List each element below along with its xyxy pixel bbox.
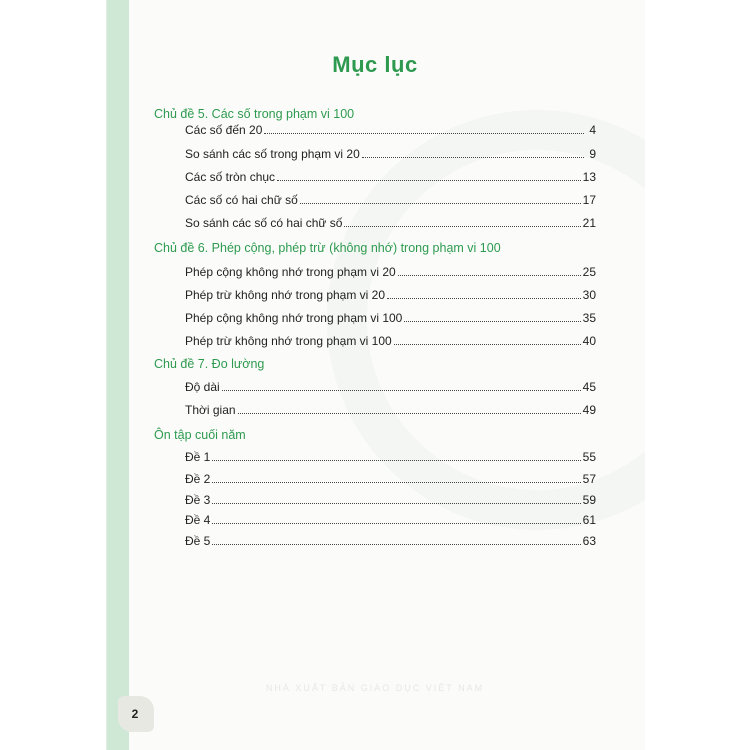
toc-page: 45 (582, 380, 596, 394)
dot-leader (238, 413, 581, 414)
toc-label: Đề 2 (185, 472, 211, 486)
toc-page: 13 (582, 170, 596, 184)
dot-leader (404, 321, 580, 322)
toc-page: 63 (582, 534, 596, 548)
dot-leader (387, 298, 581, 299)
toc-page: 4 (589, 123, 596, 137)
section-heading: Ôn tập cuối năm (154, 428, 246, 442)
section-heading: Chủ đề 7. Đo lường (154, 357, 265, 371)
toc-row (185, 263, 596, 279)
toc-row (185, 401, 596, 417)
toc-label: Các số tròn chục (185, 170, 276, 184)
toc-row (185, 168, 596, 184)
toc-row (185, 511, 596, 527)
toc-row (185, 309, 596, 325)
page-title: Mục lục (332, 52, 418, 77)
toc-label: Các số có hai chữ số (185, 193, 298, 207)
toc-row (185, 532, 596, 548)
toc-page: 49 (582, 403, 596, 417)
page-number: 2 (131, 707, 139, 721)
toc-page: 21 (582, 216, 596, 230)
toc-page: 57 (582, 472, 596, 486)
toc-row (185, 332, 596, 348)
section-heading: Chủ đề 6. Phép cộng, phép trừ (không nhớ) trong phạm vi 100 (154, 241, 501, 255)
toc-page: 30 (582, 288, 596, 302)
toc-row (185, 378, 596, 394)
toc-label: So sánh các số có hai chữ số (185, 216, 343, 230)
toc-label: Độ dài (185, 380, 220, 394)
toc-row (185, 145, 596, 161)
dot-leader (212, 544, 580, 545)
toc-row (185, 191, 596, 207)
toc-row (185, 470, 596, 486)
toc-label: Đề 1 (185, 450, 211, 464)
toc-row (185, 491, 596, 507)
toc-row (185, 286, 596, 302)
toc-page: 61 (582, 513, 596, 527)
toc-row (185, 448, 596, 464)
dot-leader (344, 226, 580, 227)
dot-leader (212, 482, 580, 483)
section-heading: Chủ đề 5. Các số trong phạm vi 100 (154, 107, 355, 121)
toc-row (185, 214, 596, 230)
dot-leader (212, 503, 580, 504)
dot-leader (398, 275, 581, 276)
dot-leader (300, 203, 581, 204)
publisher-watermark: NHÀ XUẤT BẢN GIÁO DỤC VIỆT NAM (265, 683, 485, 693)
toc-label: Đề 3 (185, 493, 211, 507)
toc-label: Phép cộng không nhớ trong phạm vi 100 (185, 311, 403, 325)
toc-page: 55 (582, 450, 596, 464)
toc-label: Đề 4 (185, 513, 211, 527)
toc-row (185, 121, 596, 137)
toc-page: 40 (582, 334, 596, 348)
left-stripe (107, 0, 129, 750)
toc-page: 25 (582, 265, 596, 279)
toc-label: So sánh các số trong phạm vi 20 (185, 147, 360, 161)
toc-page: 17 (582, 193, 596, 207)
dot-leader (362, 157, 584, 158)
toc-label: Phép trừ không nhớ trong phạm vi 20 (185, 288, 386, 302)
dot-leader (277, 180, 581, 181)
toc-label: Các số đến 20 (185, 123, 263, 137)
dot-leader (212, 460, 580, 461)
toc-label: Phép cộng không nhớ trong phạm vi 20 (185, 265, 396, 279)
toc-label: Đề 5 (185, 534, 211, 548)
dot-leader (264, 133, 584, 134)
dot-leader (394, 344, 581, 345)
dot-leader (222, 390, 581, 391)
toc-page: 59 (582, 493, 596, 507)
toc-label: Phép trừ không nhớ trong phạm vi 100 (185, 334, 392, 348)
toc-label: Thời gian (185, 403, 236, 417)
toc-page: 9 (589, 147, 596, 161)
dot-leader (212, 523, 580, 524)
toc-page: 35 (582, 311, 596, 325)
